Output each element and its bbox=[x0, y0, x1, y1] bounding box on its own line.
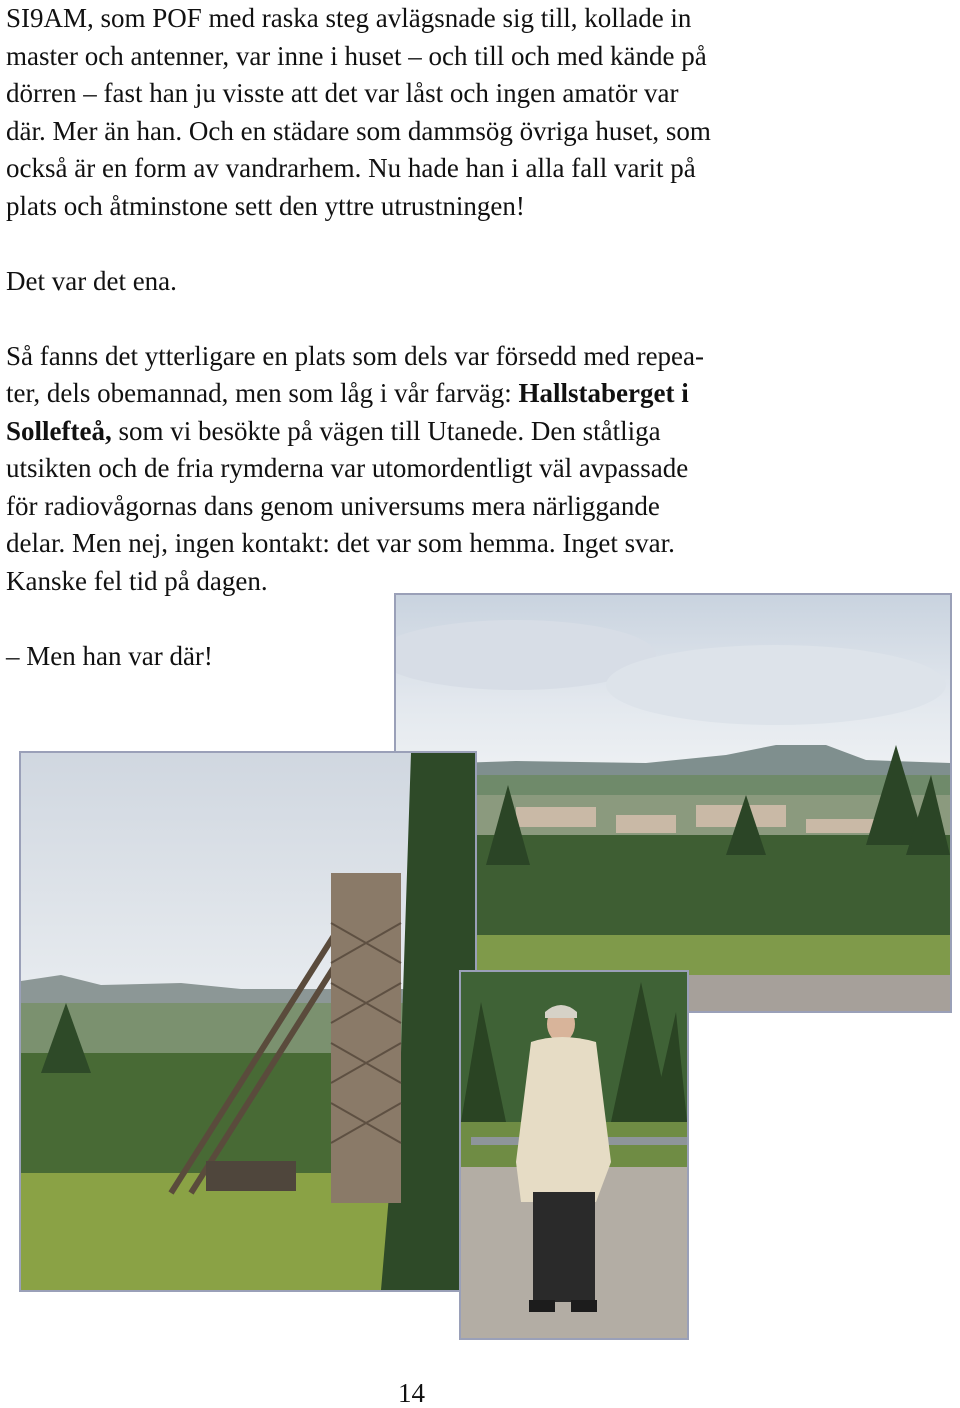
paragraph1-line: SI9AM, som POF med raska steg avlägsnade sig till, kollade in bbox=[6, 3, 692, 33]
paragraph3-text: ter, dels obemannad, men som låg i vår farväg: bbox=[6, 378, 519, 408]
person-with-radio-photo bbox=[459, 970, 689, 1340]
paragraph3-line: utsikten och de fria rymderna var utomordentligt väl avpassade bbox=[6, 453, 689, 483]
paragraph1-line: där. Mer än han. Och en städare som dammsög övriga huset, som bbox=[6, 115, 711, 146]
paragraph3-line: Så fanns det ytterligare en plats som dels var försedd med repea- bbox=[6, 340, 705, 371]
paragraph3-line bbox=[6, 413, 956, 451]
paragraph1-line: master och antenner, var inne i huset – och till och med kände på bbox=[6, 40, 707, 71]
paragraph3-line bbox=[6, 375, 956, 413]
paragraph1-line: plats och åtminstone sett den yttre utrustningen! bbox=[6, 190, 525, 221]
paragraph3-line: delar. Men nej, ingen kontakt: det var som hemma. Inget svar. bbox=[6, 528, 675, 558]
place-name-bold: Hallstaberget i bbox=[518, 378, 689, 408]
body-text bbox=[6, 0, 956, 675]
ski-jump-photo bbox=[19, 751, 477, 1292]
paragraph3-text: som vi besökte på vägen till Utanede. Den ståtliga bbox=[111, 415, 661, 446]
valley-view-photo bbox=[394, 593, 952, 1013]
paragraph4: – Men han var där! bbox=[6, 640, 213, 671]
place-name-bold: Sollefteå, bbox=[6, 415, 112, 446]
paragraph1-line: också är en form av vandrarhem. Nu hade han i alla fall varit på bbox=[6, 153, 696, 183]
paragraph1-line: dörren – fast han ju visste att det var låst och ingen amatör var bbox=[6, 78, 679, 108]
paragraph3-line: Kanske fel tid på dagen. bbox=[6, 565, 268, 596]
page-number: 14 bbox=[398, 1378, 425, 1408]
paragraph3-line: för radiovågornas dans genom universums mera närliggande bbox=[6, 490, 660, 521]
paragraph2: Det var det ena. bbox=[6, 265, 177, 296]
